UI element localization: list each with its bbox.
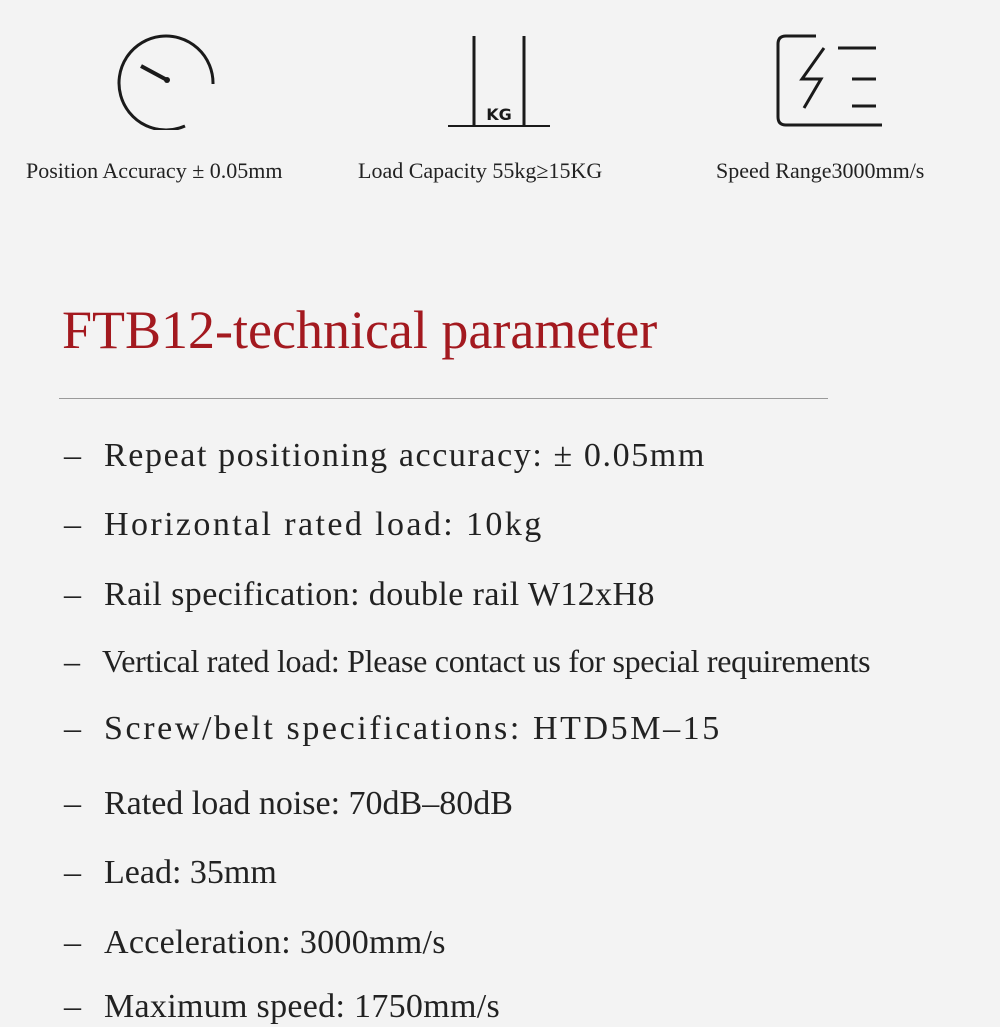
bullet-dash: – xyxy=(64,988,82,1025)
bullet-dash: – xyxy=(64,785,81,822)
bullet-dash: – xyxy=(64,576,82,613)
lightning-speed-icon xyxy=(776,33,884,129)
param-text: Screw/belt specifications: HTD5M–15 xyxy=(104,710,722,747)
param-text: Acceleration: 3000mm/s xyxy=(104,924,446,961)
bullet-dash: – xyxy=(64,506,84,543)
param-repeat-positioning-accuracy xyxy=(64,436,706,476)
page-title: FTB12-technical parameter xyxy=(62,300,658,360)
param-horizontal-rated-load xyxy=(64,505,544,545)
weight-kg-icon xyxy=(446,34,552,129)
param-text: Lead: 35mm xyxy=(104,854,277,891)
param-maximum-speed xyxy=(64,987,500,1027)
gauge-icon xyxy=(117,30,219,130)
param-text: Vertical rated load: Please contact us for special requirements xyxy=(102,643,871,679)
param-acceleration xyxy=(64,923,446,963)
param-text: Horizontal rated load: 10kg xyxy=(104,506,544,543)
bullet-dash: – xyxy=(64,643,80,679)
load-capacity-label: Load Capacity 55kg≥15KG xyxy=(358,158,603,183)
title-divider xyxy=(59,398,828,399)
param-text: Rail specification: double rail W12xH8 xyxy=(104,576,655,613)
param-rail-specification xyxy=(64,575,655,615)
param-text: Rated load noise: 70dB–80dB xyxy=(104,785,513,822)
bullet-dash: – xyxy=(64,854,81,891)
speed-range-label: Speed Range3000mm/s xyxy=(716,158,925,183)
weight-kg-icon-text: KG xyxy=(486,105,512,124)
param-text: Maximum speed: 1750mm/s xyxy=(104,988,500,1025)
bullet-dash: – xyxy=(64,710,84,747)
position-accuracy-label: Position Accuracy ± 0.05mm xyxy=(26,158,283,183)
param-vertical-rated-load xyxy=(64,641,870,681)
bullet-dash: – xyxy=(64,924,82,961)
param-screw-belt-specifications xyxy=(64,709,722,749)
param-lead xyxy=(64,853,277,893)
param-text: Repeat positioning accuracy: ± 0.05mm xyxy=(104,437,706,474)
param-rated-load-noise xyxy=(64,784,513,824)
bullet-dash: – xyxy=(64,437,83,474)
